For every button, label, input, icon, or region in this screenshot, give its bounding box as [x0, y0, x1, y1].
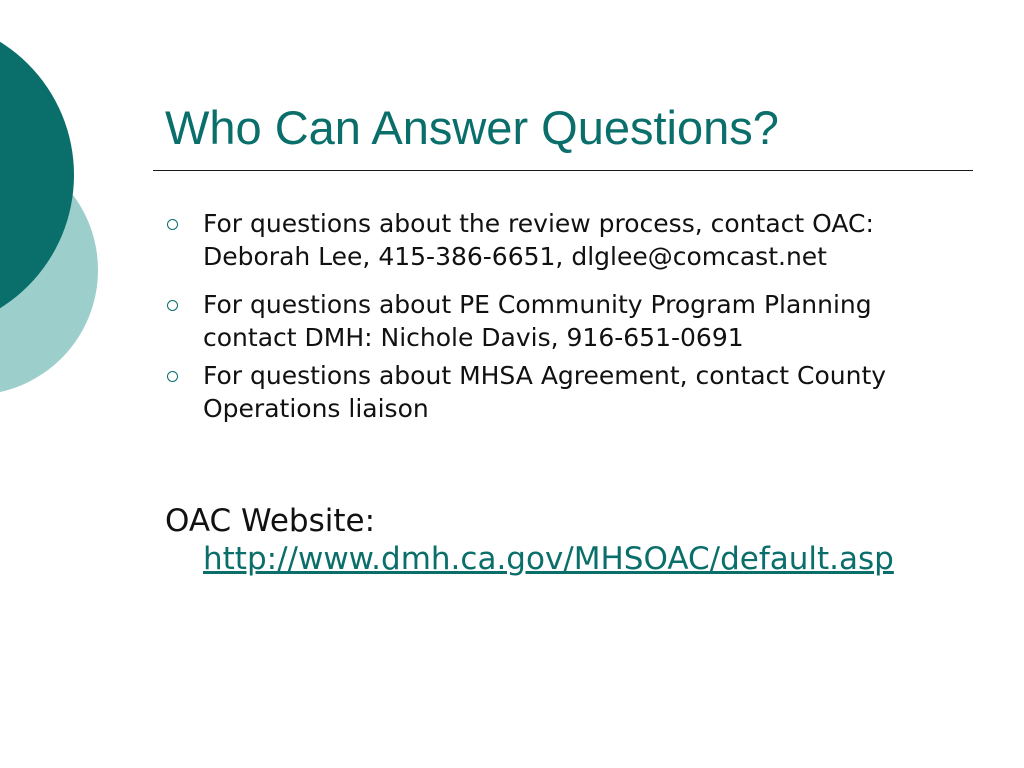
title-divider: [153, 170, 973, 171]
bullet-list: [165, 208, 965, 425]
bullet-item-pe-planning: [165, 289, 965, 354]
website-line: [165, 502, 975, 578]
website-link-wrap: [165, 540, 975, 578]
slide-title: Who Can Answer Questions?: [165, 101, 779, 154]
bullet-text: For questions about PE Community Program Planning contact DMH: Nichole Davis, 916-651-0691: [203, 290, 872, 352]
bullet-text: For questions about MHSA Agreement, contact County Operations liaison: [203, 361, 887, 423]
website-label: OAC Website:: [165, 503, 376, 539]
bullet-item-mhsa-agreement: [165, 360, 965, 425]
website-link[interactable]: http://www.dmh.ca.gov/MHSOAC/default.asp: [203, 541, 894, 577]
bullet-circle-icon: [167, 300, 178, 311]
bullet-circle-icon: [167, 371, 178, 382]
bullet-circle-icon: [167, 219, 178, 230]
bullet-item-review-process: [165, 208, 965, 273]
bullet-text: For questions about the review process, contact OAC: Deborah Lee, 415-386-6651, dlglee@comcast.net: [203, 209, 874, 271]
